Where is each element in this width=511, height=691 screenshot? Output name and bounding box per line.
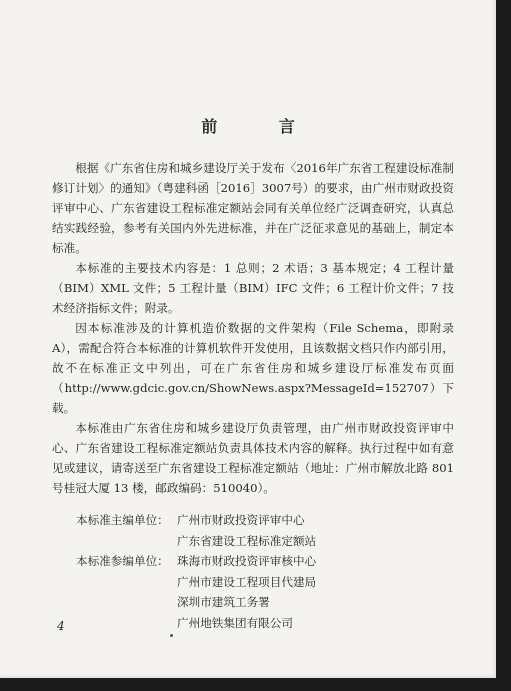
unit-row — [52, 510, 454, 531]
unit-name: 广州地铁集团有限公司 — [177, 615, 293, 630]
page-number: 4 — [57, 619, 65, 633]
paragraph-file-schema: 因本标准涉及的计算机造价数据的文件架构（File Schema，即附录 A），需配合符合本标准的计算机软件开发使用，且该数据文档只作内部引用，故不在标准正文中列出，可在广东省住房和城乡建设厅标准发布页面（http://www.gdcic.gov.cn/ShowNews.aspx?MessageId=152707）下载。 — [52, 321, 454, 415]
unit-row — [52, 551, 454, 572]
scan-speck — [170, 634, 173, 637]
unit-name: 广州市建设工程项目代建局 — [177, 574, 317, 589]
page-title: 前 言 — [201, 117, 323, 136]
paragraph-basis: 根据《广东省住房和城乡建设厅关于发布〈2016年广东省工程建设标准制修订计划〉的通知》（粤建科函［2016］3007号）的要求，由广州市财政投资评审中心、广东省建设工程标准定额站会同有关单位经广泛调查研究，认真总结实践经验，参考有关国内外先进标准，并在广泛征求意见的基础上，制定本标准。 — [52, 161, 454, 255]
paragraph-management: 本标准由广东省住房和城乡建设厅负责管理，由广州市财政投资评审中心、广东省建设工程标准定额站负责具体技术内容的解释。执行过程中如有意见或建议，请寄送至广东省建设工程标准定额站（地址：广州市解放北路 801 号桂冠大厦 13 楼，邮政编码：510040）。 — [52, 421, 454, 495]
unit-name: 深圳市建筑工务署 — [177, 595, 270, 609]
unit-name: 广东省建设工程标准定额站 — [177, 533, 317, 548]
unit-row — [52, 572, 454, 593]
paragraph-main-content: 本标准的主要技术内容是：1 总则；2 术语；3 基本规定；4 工程计量（BIM）XML 文件；5 工程计量（BIM）IFC 文件；6 工程计价文件；7 技术经济指标文件；附录。 — [52, 261, 454, 315]
unit-label: 本标准参编单位： — [76, 554, 169, 568]
unit-name: 广州市财政投资评审中心 — [177, 513, 305, 527]
preface-body — [52, 158, 454, 498]
unit-label: 本标准主编单位： — [76, 513, 169, 527]
unit-name: 珠海市财政投资评审核中心 — [177, 554, 317, 568]
unit-row — [52, 531, 454, 552]
editing-units — [52, 510, 454, 633]
unit-row — [52, 592, 454, 613]
unit-row — [52, 613, 454, 634]
